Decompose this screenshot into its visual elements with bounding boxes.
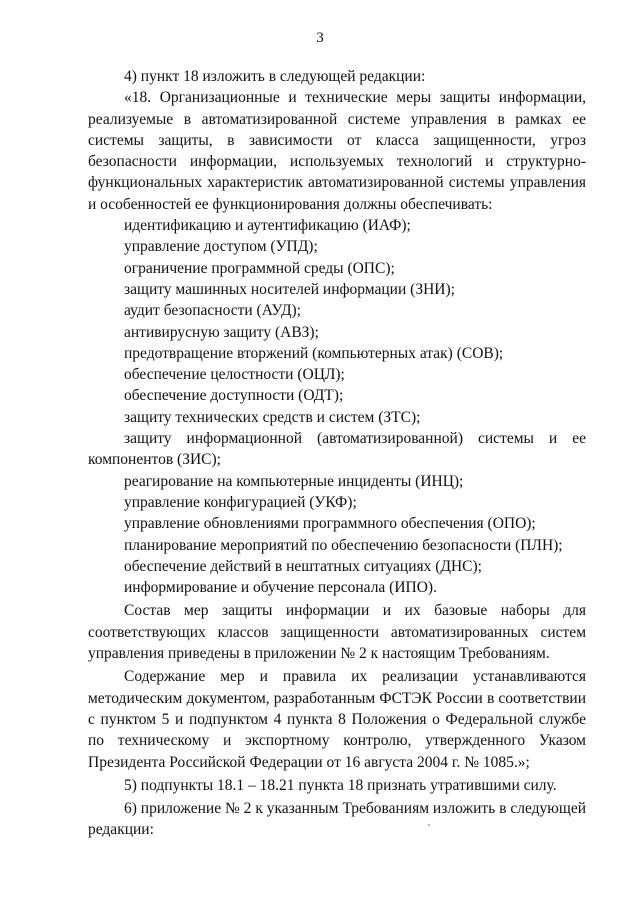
measure-item: предотвращение вторжений (компьютерных атак) (СОВ);	[124, 344, 504, 362]
measure-item: планирование мероприятий по обеспечению безопасности (ПЛН);	[124, 536, 563, 554]
clause-18-lead: «18. Организационные и технические меры защиты информации, реализуемые в автоматизированной системе управления в рамках ее системы защиты, в зависимости от класса защищенности, угроз безопасности информации, используемых технологий и структурно-функциональных характеристик автоматизированной системы управления и особенностей ее функционирования должны обеспечивать:	[88, 89, 586, 213]
intro-paragraph: 4) пункт 18 изложить в следующей редакции:	[124, 68, 426, 85]
scan-speck	[428, 824, 430, 826]
measure-item: обеспечение действий в нештатных ситуациях (ДНС);	[124, 557, 482, 575]
measure-item: реагирование на компьютерные инциденты (ИНЦ);	[124, 472, 464, 490]
document-body	[88, 66, 586, 841]
page-number: 3	[316, 30, 324, 46]
content-paragraph: Содержание мер и правила их реализации устанавливаются методическим документом, разработанным ФСТЭК России в соответствии с пунктом 5 и подпунктом 4 пункта 8 Положения о Федеральной службе по техническому и экспортному контролю, утвержденного Указом Президента Российской Федерации от 16 августа 2004 г. № 1085.»;	[88, 668, 586, 771]
item-6-paragraph: 6) приложение № 2 к указанным Требованиям изложить в следующей редакции:	[88, 800, 586, 839]
measure-item: идентификацию и аутентификацию (ИАФ);	[124, 217, 411, 235]
measures-list	[88, 215, 586, 598]
measure-item: управление обновлениями программного обеспечения (ОПО);	[124, 515, 536, 533]
measure-item: ограничение программной среды (ОПС);	[124, 259, 395, 277]
item-5-paragraph: 5) подпункты 18.1 – 18.21 пункта 18 признать утратившими силу.	[124, 776, 557, 794]
measure-item-zis: защиту информационной (автоматизированной) системы и ее компонентов (ЗИС);	[88, 430, 586, 469]
composition-paragraph: Состав мер защиты информации и их базовые наборы для соответствующих классов защищенности автоматизированных систем управления приведены в приложении № 2 к настоящим Требованиям.	[88, 602, 586, 663]
measure-item: обеспечение доступности (ОДТ);	[124, 387, 344, 405]
measure-item: антивирусную защиту (АВЗ);	[124, 323, 319, 341]
measure-item: защиту машинных носителей информации (ЗНИ);	[124, 280, 455, 298]
measure-item: информирование и обучение персонала (ИПО).	[124, 579, 437, 597]
measure-item: защиту технических средств и систем (ЗТС);	[124, 408, 421, 426]
measure-item: аудит безопасности (АУД);	[124, 302, 301, 320]
measure-item: управление конфигурацией (УКФ);	[124, 493, 357, 511]
measure-item: управление доступом (УПД);	[124, 238, 318, 256]
measure-item: обеспечение целостности (ОЦЛ);	[124, 366, 345, 384]
